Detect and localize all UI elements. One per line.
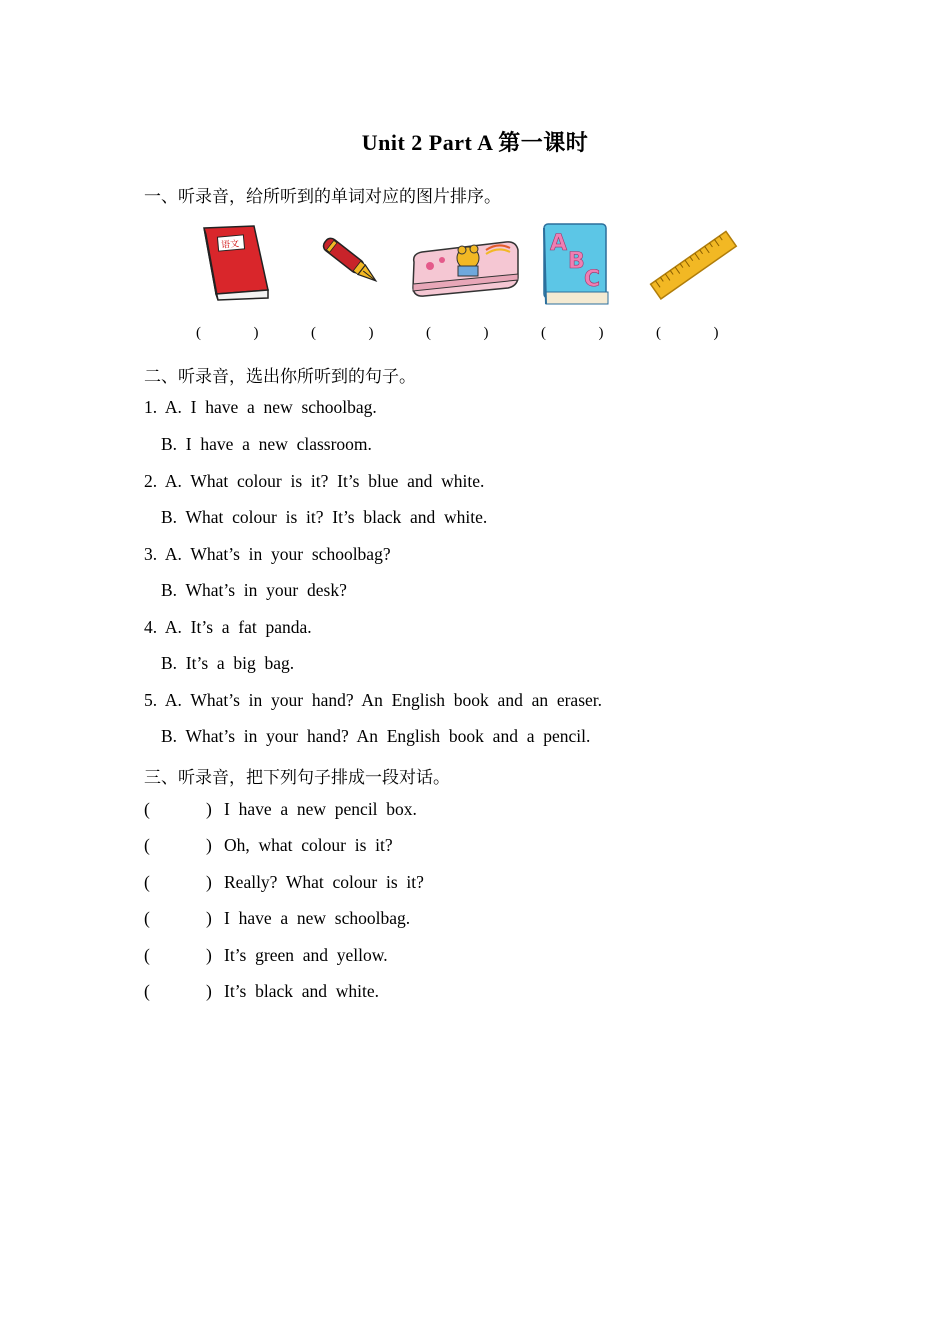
answer-blank-1[interactable]: ( ): [196, 325, 259, 341]
answer-blank-5[interactable]: ( ): [656, 325, 719, 341]
option-2a[interactable]: 2. A. What colour is it? It’s blue and white.: [144, 471, 485, 491]
close-paren: ): [206, 872, 212, 892]
answer-blank-3[interactable]: ( ): [426, 325, 489, 341]
dialogue-sentence: It’s black and white.: [224, 981, 380, 1001]
open-paren[interactable]: (: [144, 945, 150, 965]
close-paren: ): [206, 981, 212, 1001]
close-paren: ): [206, 835, 212, 855]
dialogue-sentence: I have a new schoolbag.: [224, 908, 411, 928]
page-title: Unit 2 Part A 第一课时: [361, 130, 589, 155]
option-4b[interactable]: B. It’s a big bag.: [161, 653, 295, 673]
dialogue-sentence: Oh, what colour is it?: [224, 835, 393, 855]
option-4a[interactable]: 4. A. It’s a fat panda.: [144, 617, 312, 637]
open-paren[interactable]: (: [144, 908, 150, 928]
letter-a: A: [550, 231, 568, 256]
dialogue-line: [144, 799, 417, 820]
dialogue-sentence: Really? What colour is it?: [224, 872, 424, 892]
letter-c: C: [584, 267, 601, 292]
option-1b[interactable]: B. I have a new classroom.: [161, 434, 372, 454]
dialogue-line: [144, 908, 411, 929]
book-label: 语文: [220, 239, 240, 251]
letter-b: B: [568, 249, 585, 274]
close-paren: ): [206, 945, 212, 965]
dialogue-sentence: I have a new pencil box.: [224, 799, 417, 819]
option-3a[interactable]: 3. A. What’s in your schoolbag?: [144, 544, 391, 564]
dialogue-line: [144, 981, 380, 1002]
open-paren[interactable]: (: [144, 872, 150, 892]
close-paren: ): [206, 908, 212, 928]
dialogue-line: [144, 945, 388, 966]
section-2-heading: 二、听录音，选出你所听到的句子。: [144, 367, 416, 387]
english-book-icon: [538, 220, 612, 308]
section-1-heading: 一、听录音，给所听到的单词对应的图片排序。: [144, 187, 501, 207]
answer-blank-4[interactable]: ( ): [541, 325, 604, 341]
option-2b[interactable]: B. What colour is it? It’s black and white.: [161, 507, 488, 527]
dialogue-line: [144, 835, 393, 856]
pen-icon: [312, 230, 394, 296]
option-5a[interactable]: 5. A. What’s in your hand? An English book and an eraser.: [144, 690, 603, 710]
dialogue-sentence: It’s green and yellow.: [224, 945, 388, 965]
close-paren: ): [206, 799, 212, 819]
open-paren[interactable]: (: [144, 981, 150, 1001]
pencil-box-icon: [408, 236, 520, 300]
answer-blank-2[interactable]: ( ): [311, 325, 374, 341]
open-paren[interactable]: (: [144, 835, 150, 855]
section-3-heading: 三、听录音，把下列句子排成一段对话。: [144, 768, 450, 788]
option-5b[interactable]: B. What’s in your hand? An English book and a pencil.: [161, 726, 591, 746]
open-paren[interactable]: (: [144, 799, 150, 819]
ruler-icon: [646, 228, 742, 304]
option-3b[interactable]: B. What’s in your desk?: [161, 580, 347, 600]
dialogue-line: [144, 872, 424, 893]
option-1a[interactable]: 1. A. I have a new schoolbag.: [144, 397, 377, 417]
chinese-book-icon: [194, 224, 274, 302]
